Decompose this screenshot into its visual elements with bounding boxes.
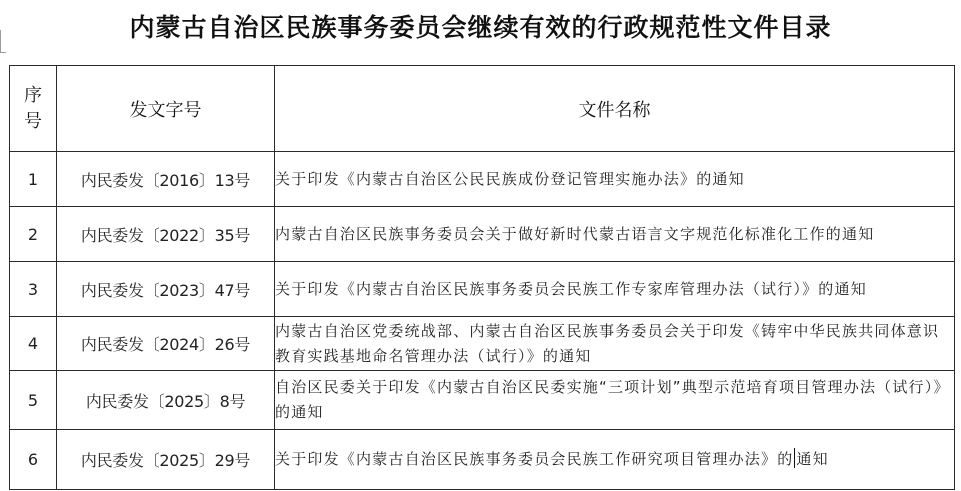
row-document-code: 内民委发〔2025〕8号	[57, 371, 275, 430]
row-document-name-text-end: 通知	[796, 450, 829, 468]
table-row	[10, 317, 955, 371]
document-catalog-table	[9, 65, 955, 490]
row-document-name: 自治区民委关于印发《内蒙古自治区民委实施“三项计划”典型示范培育项目管理办法（试行）》的通知	[275, 371, 955, 430]
row-document-name: 内蒙古自治区民族事务委员会关于做好新时代蒙古语言文字规范化标准化工作的通知	[275, 207, 955, 262]
row-document-code: 内民委发〔2023〕47号	[57, 262, 275, 317]
row-serial-number: 1	[10, 152, 57, 207]
table-row	[10, 207, 955, 262]
table-row	[10, 152, 955, 207]
row-document-name: 关于印发《内蒙古自治区民族事务委员会民族工作专家库管理办法（试行）》的通知	[275, 262, 955, 317]
row-document-name: 关于印发《内蒙古自治区公民民族成份登记管理实施办法》的通知	[275, 152, 955, 207]
header-document-name: 文件名称	[275, 66, 955, 152]
row-document-name[interactable]	[275, 430, 955, 490]
table-row	[10, 430, 955, 490]
table-row	[10, 371, 955, 430]
row-document-name-text: 关于印发《内蒙古自治区民族事务委员会民族工作研究项目管理办法》的	[275, 450, 794, 468]
row-document-code: 内民委发〔2025〕29号	[57, 430, 275, 490]
header-serial-number-label: 序号	[23, 84, 42, 132]
row-document-code: 内民委发〔2022〕35号	[57, 207, 275, 262]
row-serial-number: 4	[10, 317, 57, 371]
row-document-name: 内蒙古自治区党委统战部、内蒙古自治区民族事务委员会关于印发《铸牢中华民族共同体意识教育实践基地命名管理办法（试行）》的通知	[275, 317, 955, 371]
row-serial-number: 6	[10, 430, 57, 490]
table-row	[10, 262, 955, 317]
table-header-row	[10, 66, 955, 152]
row-serial-number: 5	[10, 371, 57, 430]
row-serial-number: 3	[10, 262, 57, 317]
row-document-code: 内民委发〔2016〕13号	[57, 152, 275, 207]
row-serial-number: 2	[10, 207, 57, 262]
page-title: 内蒙古自治区民族事务委员会继续有效的行政规范性文件目录	[129, 13, 832, 42]
header-document-code: 发文字号	[57, 66, 275, 152]
row-document-code: 内民委发〔2024〕26号	[57, 317, 275, 371]
header-serial-number	[10, 66, 57, 152]
